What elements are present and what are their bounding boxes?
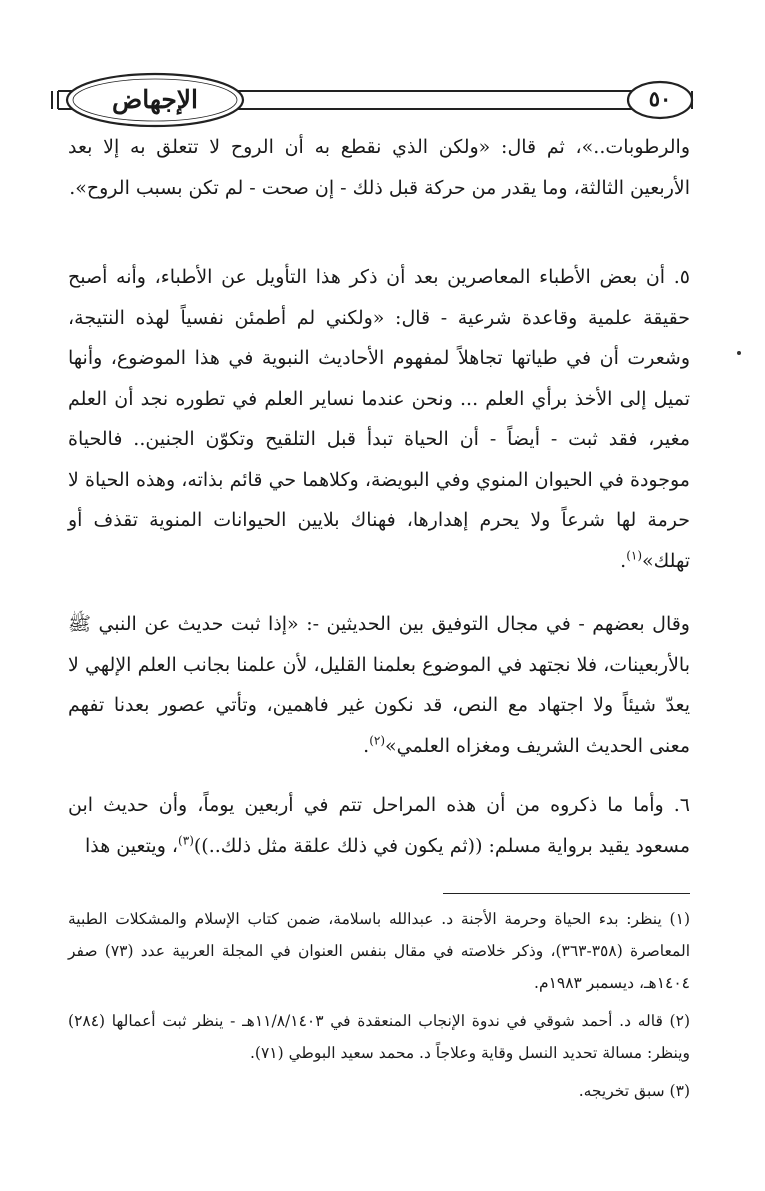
footnote-2: (٢) قاله د. أحمد شوقي في ندوة الإنجاب المنعقدة في ١١/٨/١٤٠٣هـ - ينظر ثبت أعمالها (٢٨٤) وينظر: مسالة تحديد النسل وقاية وعلاجاً د. محمد سعيد البوطي (٧١). bbox=[68, 1012, 690, 1062]
footnote-3: (٣) سبق تخريجه. bbox=[578, 1082, 690, 1100]
footnotes bbox=[68, 903, 690, 1113]
running-header bbox=[0, 0, 765, 130]
footnote-ref-3: (٣) bbox=[178, 833, 194, 848]
footnote-ref-1: (١) bbox=[626, 548, 643, 563]
paragraph-2-text: ٥. أن بعض الأطباء المعاصرين بعد أن ذكر هذا التأويل عن الأطباء، وأنه أصبح حقيقة علمية وقاعدة شرعية - قال: «ولكني لم أطمئن نفسياً لهذه النتيجة، وشعرت أن في طياتها تجاهلاً لمفهوم الأحاديث النبوية في هذا الموضوع، وأنها تميل إلى الأخذ برأي العلم ... ونحن عندما نساير العلم في تطوره نجد أن العلم مغير، فقد ثبت - أيضاً - أن الحياة تبدأ قبل التلقيح وتكوّن الجنين.. فالحياة موجودة في الحيوان المنوي وفي البويضة، وكلاهما حي قائم بذاته، وهذه الحياة لا حرمة لها شرعاً ولا يحرم إهدارها، فهناك بلايين الحيوانات المنوية تقذف أو تهلك» bbox=[68, 266, 690, 572]
paragraph-4-text: ٦. وأما ما ذكروه من أن هذه المراحل تتم في أربعين يوماً، وأن حديث ابن مسعود يقيد برواية مسلم: ((ثم يكون في ذلك علقة مثل ذلك..)) bbox=[68, 794, 690, 857]
paragraph-3: وقال بعضهم - في مجال التوفيق بين الحديثين -: «إذا ثبت حديث عن النبي ﷺ بالأربعينات، فلا نجتهد في الموضوع بعلمنا القليل، لأن علمنا بجانب العلم الإلهي لا يعدّ شيئاً ولا اجتهاد مع النص، قد نكون غير فاهمين، وتأتي عصور بعدنا تفهم معنى الحديث الشريف ومغزاه العلمي»$^{(٢)}$. bbox=[68, 613, 690, 757]
chapter-title: الإجهاض bbox=[111, 85, 199, 114]
paragraph-4 bbox=[68, 785, 690, 866]
footnote-ref-2: (٢) bbox=[369, 733, 386, 748]
paragraph-1 bbox=[68, 127, 690, 208]
paragraph-3-text: وقال بعضهم - في مجال التوفيق بين الحديثين -: «إذا ثبت حديث عن النبي ﷺ بالأربعينات، فلا نجتهد في الموضوع بعلمنا القليل، لأن علمنا بجانب العلم الإلهي لا يعدّ شيئاً ولا اجتهاد مع النص، قد نكون غير فاهمين، وتأتي عصور بعدنا تفهم معنى الحديث الشريف ومغزاه العلمي» bbox=[68, 613, 690, 757]
page-number: ٥٠ bbox=[648, 86, 672, 111]
paragraph-2: ٥. أن بعض الأطباء المعاصرين بعد أن ذكر هذا التأويل عن الأطباء، وأنه أصبح حقيقة علمية وقاعدة شرعية - قال: «ولكني لم أطمئن نفسياً لهذه النتيجة، وشعرت أن في طياتها تجاهلاً لمفهوم الأحاديث النبوية في هذا الموضوع، وأنها تميل إلى الأخذ برأي العلم ... ونحن عندما نساير العلم في تطوره نجد أن العلم مغير، فقد ثبت - أيضاً - أن الحياة تبدأ قبل التلقيح وتكوّن الجنين.. فالحياة موجودة في الحيوان المنوي وفي البويضة، وكلاهما حي قائم بذاته، وهذه الحياة لا حرمة لها شرعاً ولا يحرم إهدارها، فهناك بلايين الحيوانات المنوية تقذف أو تهلك»$^{(١)}$. bbox=[68, 266, 690, 572]
footnote-1: (١) ينظر: بدء الحياة وحرمة الأجنة د. عبدالله باسلامة، ضمن كتاب الإسلام والمشكلات الطبية المعاصرة (٣٥٨-٣٦٣)، وذكر خلاصته في مقال بنفس العنوان في المجلة العربية عدد (٧٣) صفر ١٤٠٤هـ، ديسمبر ١٩٨٣م. bbox=[68, 910, 690, 992]
footnote-divider bbox=[443, 893, 690, 894]
paragraph-1-text: والرطوبات..»، ثم قال: «ولكن الذي نقطع به أن الروح لا تتعلق به إلا بعد الأربعين الثالثة، وما يقدر من حركة قبل ذلك - إن صحت - لم تكن بسبب الروح». bbox=[68, 136, 690, 199]
paragraph-4-tail: ، ويتعين هذا bbox=[85, 834, 179, 857]
margin-mark bbox=[737, 351, 741, 355]
